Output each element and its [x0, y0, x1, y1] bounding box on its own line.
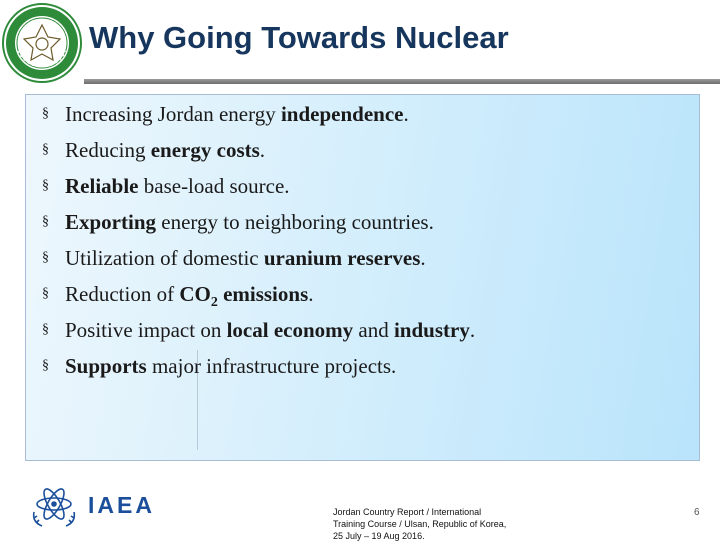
list-item: § Reliable base-load source.	[42, 171, 475, 207]
bullet-marker: §	[42, 106, 49, 121]
university-seal-icon	[2, 3, 82, 83]
bullet-marker: §	[42, 178, 49, 193]
footer-note-line: 25 July – 19 Aug 2016.	[333, 531, 425, 541]
iaea-logo-text: IAEA	[88, 492, 155, 518]
bullet-marker: §	[42, 214, 49, 229]
header-divider	[84, 79, 720, 84]
footer-note	[333, 506, 563, 542]
bullet-marker: §	[42, 286, 49, 301]
list-item: § Reduction of $CO_2$ emissions.	[42, 279, 475, 315]
bullet-marker: §	[42, 250, 49, 265]
list-item: § Increasing Jordan energy independence.	[42, 99, 475, 135]
list-item: § Exporting energy to neighboring countries.	[42, 207, 475, 243]
page-number: 6	[694, 507, 700, 518]
bullet-marker: §	[42, 358, 49, 373]
bullet-marker: §	[42, 322, 49, 337]
list-item: § Utilization of domestic uranium reserves.	[42, 243, 475, 279]
footer-note-line: Jordan Country Report / International	[333, 507, 482, 517]
list-item: § Positive impact on local economy and industry.	[42, 315, 475, 351]
footer-note-line: Training Course / Ulsan, Republic of Korea,	[333, 519, 507, 529]
list-item: § Supports major infrastructure projects.	[42, 351, 475, 387]
bullet-marker: §	[42, 142, 49, 157]
list-item: § Reducing energy costs.	[42, 135, 475, 171]
slide-title: Why Going Towards Nuclear	[89, 20, 509, 55]
bullet-list	[42, 99, 475, 387]
